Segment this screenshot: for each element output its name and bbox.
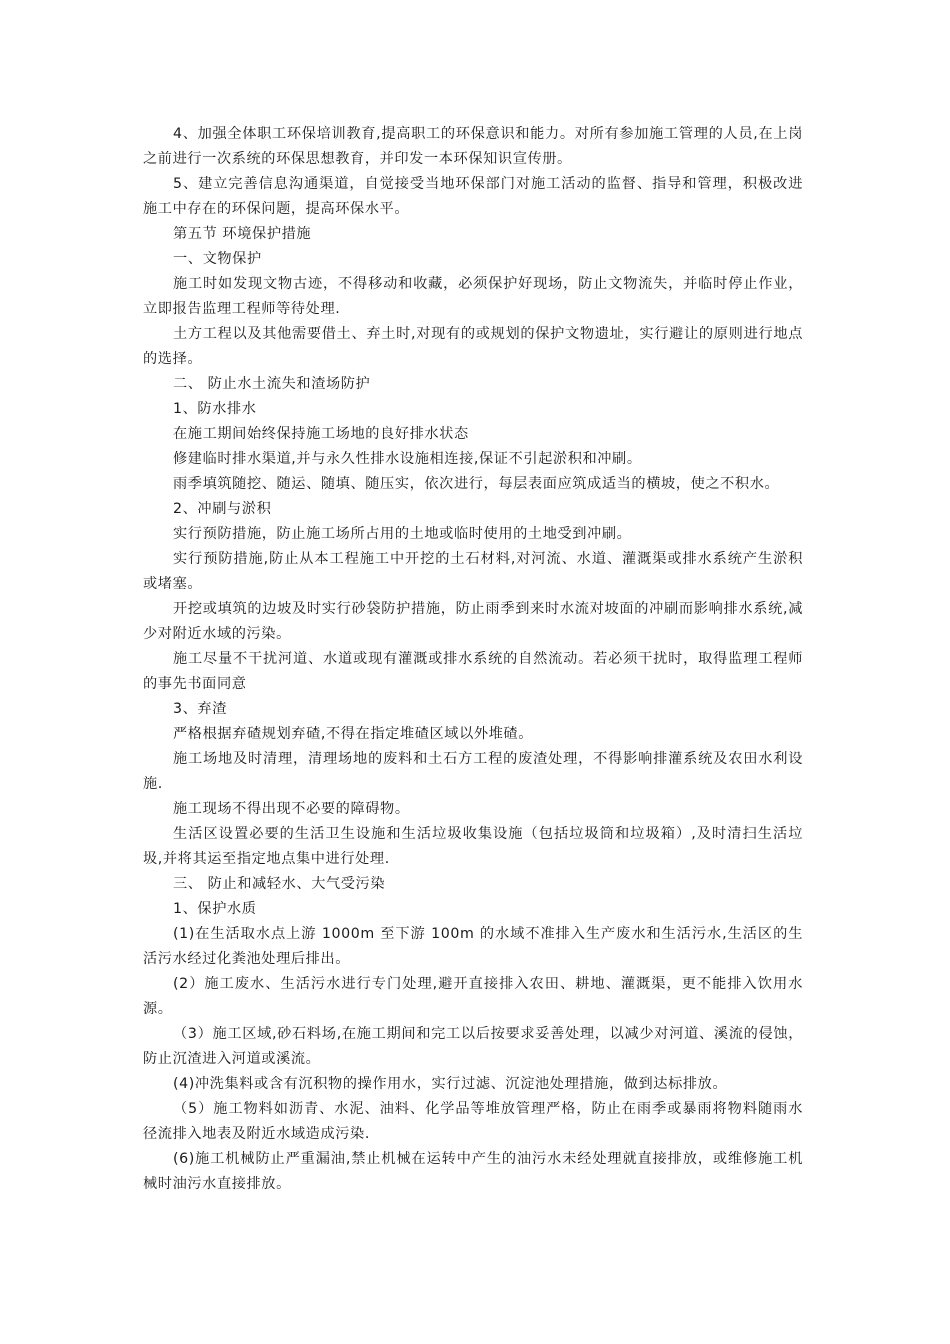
paragraph: 施工场地及时清理，清理场地的废料和土石方工程的废渣处理，不得影响排灌系统及农田水利设施.	[143, 751, 803, 792]
paragraph: 生活区设置必要的生活卫生设施和生活垃圾收集设施（包括垃圾筒和垃圾箱）,及时清扫生活垃圾,并将其运至指定地点集中进行处理.	[143, 826, 803, 867]
paragraph-item-5-communication: 5、建立完善信息沟通渠道，自觉接受当地环保部门对施工活动的监督、指导和管理，积极改进施工中存在的环保问题，提高环保水平。	[143, 176, 803, 217]
paragraph: 实行预防措施，防止施工场所占用的土地或临时使用的土地受到冲刷。	[173, 526, 632, 542]
paragraph: 土方工程以及其他需要借土、弃土时,对现有的或规划的保护文物遗址，实行避让的原则进行地点的选择。	[143, 326, 803, 367]
paragraph: 严格根据弃碴规划弃碴,不得在指定堆碴区域以外堆碴。	[173, 726, 534, 742]
section-heading: 第五节 环境保护措施	[173, 226, 312, 242]
item-heading: 2、冲刷与淤积	[173, 501, 272, 517]
subsection-heading: 三、 防止和减轻水、大气受污染	[173, 876, 386, 892]
subsection-heading: 二、 防止水土流失和渣场防护	[173, 376, 371, 392]
list-item: (6)施工机械防止严重漏油,禁止机械在运转中产生的油污水未经处理就直接排放，或维修施工机械时油污水直接排放。	[143, 1151, 803, 1192]
paragraph: 在施工期间始终保持施工场地的良好排水状态	[173, 426, 469, 442]
paragraph: 雨季填筑随挖、随运、随填、随压实，依次进行，每层表面应筑成适当的横坡，使之不积水。	[173, 476, 780, 492]
paragraph: 施工时如发现文物古迹，不得移动和收藏，必须保护好现场，防止文物流失，并临时停止作业，立即报告监理工程师等待处理.	[143, 276, 803, 317]
paragraph-item-4-training: 4、加强全体职工环保培训教育,提高职工的环保意识和能力。对所有参加施工管理的人员,在上岗之前进行一次系统的环保思想教育，并印发一本环保知识宣传册。	[143, 126, 803, 167]
subsection-heading: 一、文物保护	[173, 251, 262, 267]
list-item: (2）施工废水、生活污水进行专门处理,避开直接排入农田、耕地、灌溉渠，更不能排入饮用水源。	[143, 976, 803, 1017]
list-item: （3）施工区域,砂石料场,在施工期间和完工以后按要求妥善处理，以减少对河道、溪流的侵蚀，防止沉渣进入河道或溪流。	[143, 1026, 803, 1067]
list-item: (4)冲洗集料或含有沉积物的操作用水，实行过滤、沉淀池处理措施，做到达标排放。	[173, 1076, 728, 1092]
paragraph: 修建临时排水渠道,并与永久性排水设施相连接,保证不引起淤积和冲刷。	[173, 451, 642, 467]
list-item: (1)在生活取水点上游 1000m 至下游 100m 的水域不准排入生产废水和生活污水,生活区的生活污水经过化粪池处理后排出。	[143, 926, 803, 967]
paragraph: 施工尽量不干扰河道、水道或现有灌溉或排水系统的自然流动。若必须干扰时，取得监理工程师的事先书面同意	[143, 651, 803, 692]
item-heading: 1、防水排水	[173, 401, 257, 417]
item-heading: 3、弃渣	[173, 701, 227, 717]
document-body	[143, 122, 803, 1197]
paragraph: 施工现场不得出现不必要的障碍物。	[173, 801, 410, 817]
item-heading: 1、保护水质	[173, 901, 257, 917]
paragraph: 实行预防措施,防止从本工程施工中开挖的土石材料,对河流、水道、灌溉渠或排水系统产生淤积或堵塞。	[143, 551, 803, 592]
paragraph: 开挖或填筑的边坡及时实行砂袋防护措施，防止雨季到来时水流对坡面的冲刷而影响排水系统,减少对附近水域的污染。	[143, 601, 803, 642]
list-item: （5）施工物料如沥青、水泥、油料、化学品等堆放管理严格，防止在雨季或暴雨将物料随雨水径流排入地表及附近水域造成污染.	[143, 1101, 803, 1142]
